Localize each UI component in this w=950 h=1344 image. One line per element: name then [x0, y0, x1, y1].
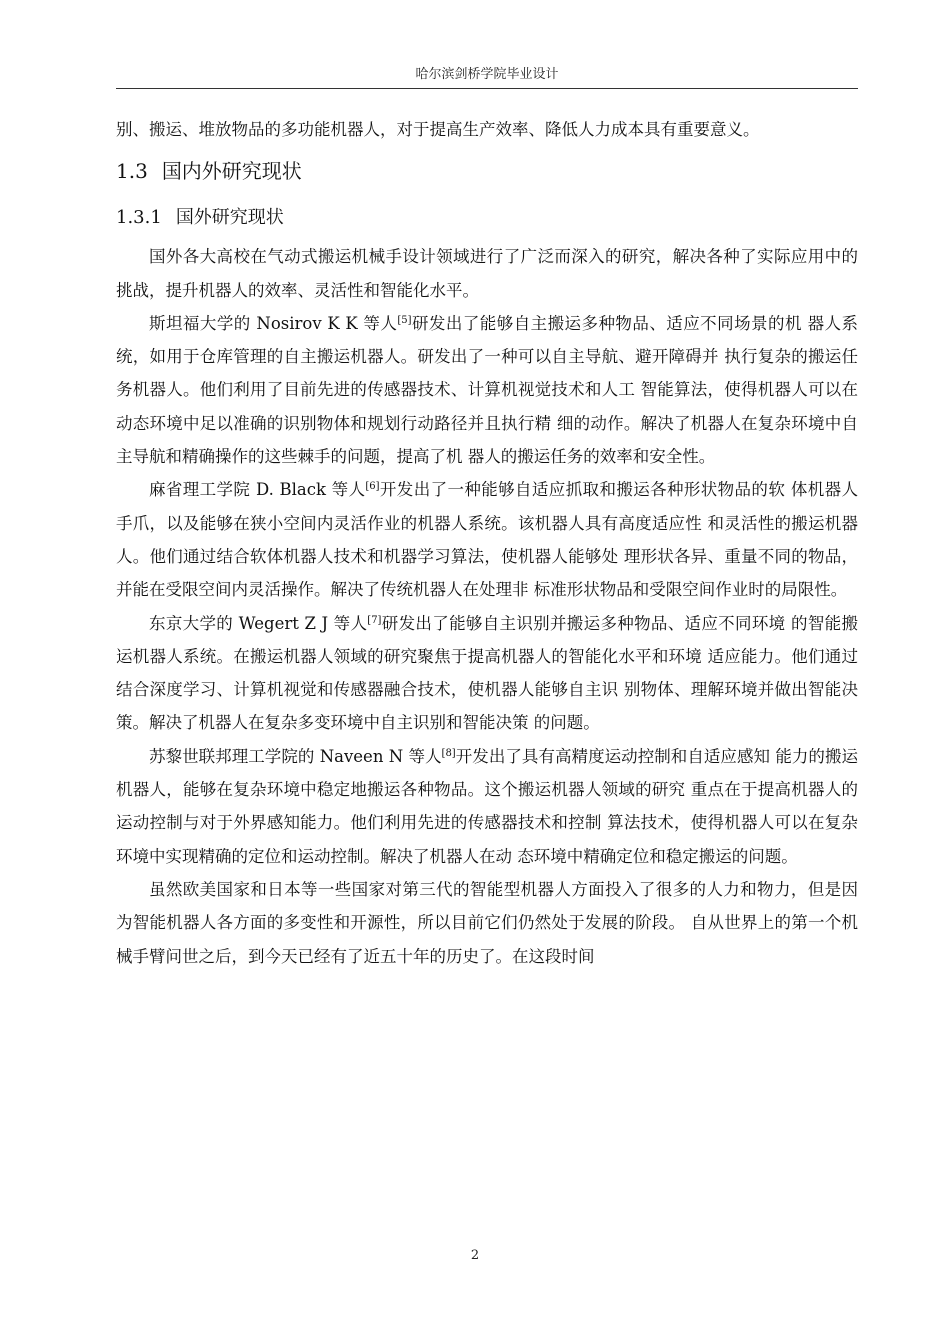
paragraph-text: 斯坦福大学的 Nosirov K K 等人: [149, 313, 398, 333]
paragraph-stanford: [116, 307, 858, 473]
paragraph-eth: [116, 740, 858, 873]
subsection-heading: [116, 196, 858, 240]
page-header: 哈尔滨剑桥学院毕业设计: [415, 67, 559, 82]
section-number: 1.3: [116, 159, 148, 184]
paragraph-overview: 国外各大高校在气动式搬运机械手设计领域进行了广泛而深入的研究，解决各种了实际应用中的挑战，提升机器人的效率、灵活性和智能化水平。: [116, 247, 858, 300]
paragraph-tokyo: [116, 607, 858, 740]
header-divider: [116, 88, 858, 89]
citation-ref: [7]: [367, 614, 382, 626]
citation-ref: [6]: [365, 481, 380, 493]
lead-paragraph: 别、搬运、堆放物品的多功能机器人，对于提高生产效率、降低人力成本具有重要意义。: [116, 120, 760, 139]
citation-ref: [5]: [397, 314, 412, 326]
page-number: 2: [470, 1248, 480, 1263]
paragraph-text: 研发出了能够自主识别并搬运多种物品、适应不同环境 的智能搬运机器人系统。在搬运机器人领域的研究聚焦于提高机器人的智能化水平和环境 适应能力。他们通过结合深度学习、计算机视觉和传感器融合技术，使机器人能够自主识 别物体、理解环境并做出智能决策。解决了机器人在复杂多变环境中自主识别和智能决策 的问题。: [116, 613, 858, 733]
paragraph-text: 麻省理工学院 D. Black 等人: [149, 480, 366, 500]
section-title: 国内外研究现状: [161, 159, 302, 184]
page-body: [116, 113, 858, 973]
paragraph-text: 开发出了一种能够自适应抓取和搬运各种形状物品的软 体机器人手爪，以及能够在狭小空间内灵活作业的机器人系统。该机器人具有高度适应性 和灵活性的搬运机器人。他们通过结合软体机器人技术和机器学习算法，使机器人能够处 理形状各异、重量不同的物品，并能在受限空间内灵活操作。解决了传统机器人在处理非 标准形状物品和受限空间作业时的局限性。: [116, 480, 858, 600]
paragraph-mit: [116, 473, 858, 606]
citation-ref: [8]: [441, 747, 456, 759]
paragraph-text: 研发出了能够自主搬运多种物品、适应不同场景的机 器人系统，如用于仓库管理的自主搬运机器人。研发出了一种可以自主导航、避开障碍并 执行复杂的搬运任务机器人。他们利用了目前先进的传感器技术、计算机视觉技术和人工 智能算法，使得机器人可以在动态环境中足以准确的识别物体和规划行动路径并且执行精 细的动作。解决了机器人在复杂环境中自主导航和精确操作的这些棘手的问题，提高了机 器人的搬运任务的效率和安全性。: [116, 313, 858, 467]
section-heading: [116, 146, 858, 196]
subsection-title: 国外研究现状: [175, 207, 284, 229]
paragraph-summary: 虽然欧美国家和日本等一些国家对第三代的智能型机器人方面投入了很多的人力和物力，但是因为智能机器人各方面的多变性和开源性，所以目前它们仍然处于发展的阶段。 自从世界上的第一个机械手臂问世之后，到今天已经有了近五十年的历史了。在这段时间: [116, 879, 858, 966]
paragraph-text: 开发出了具有高精度运动控制和自适应感知 能力的搬运机器人，能够在复杂环境中稳定地搬运各种物品。这个搬运机器人领域的研究 重点在于提高机器人的运动控制与对于外界感知能力。他们利用先进的传感器技术和控制 算法技术，使得机器人可以在复杂环境中实现精确的定位和运动控制。解决了机器人在动 态环境中精确定位和稳定搬运的问题。: [116, 746, 858, 866]
subsection-number: 1.3.1: [116, 207, 162, 229]
paragraph-text: 苏黎世联邦理工学院的 Naveen N 等人: [149, 746, 442, 766]
paragraph-text: 东京大学的 Wegert Z J 等人: [149, 613, 368, 633]
